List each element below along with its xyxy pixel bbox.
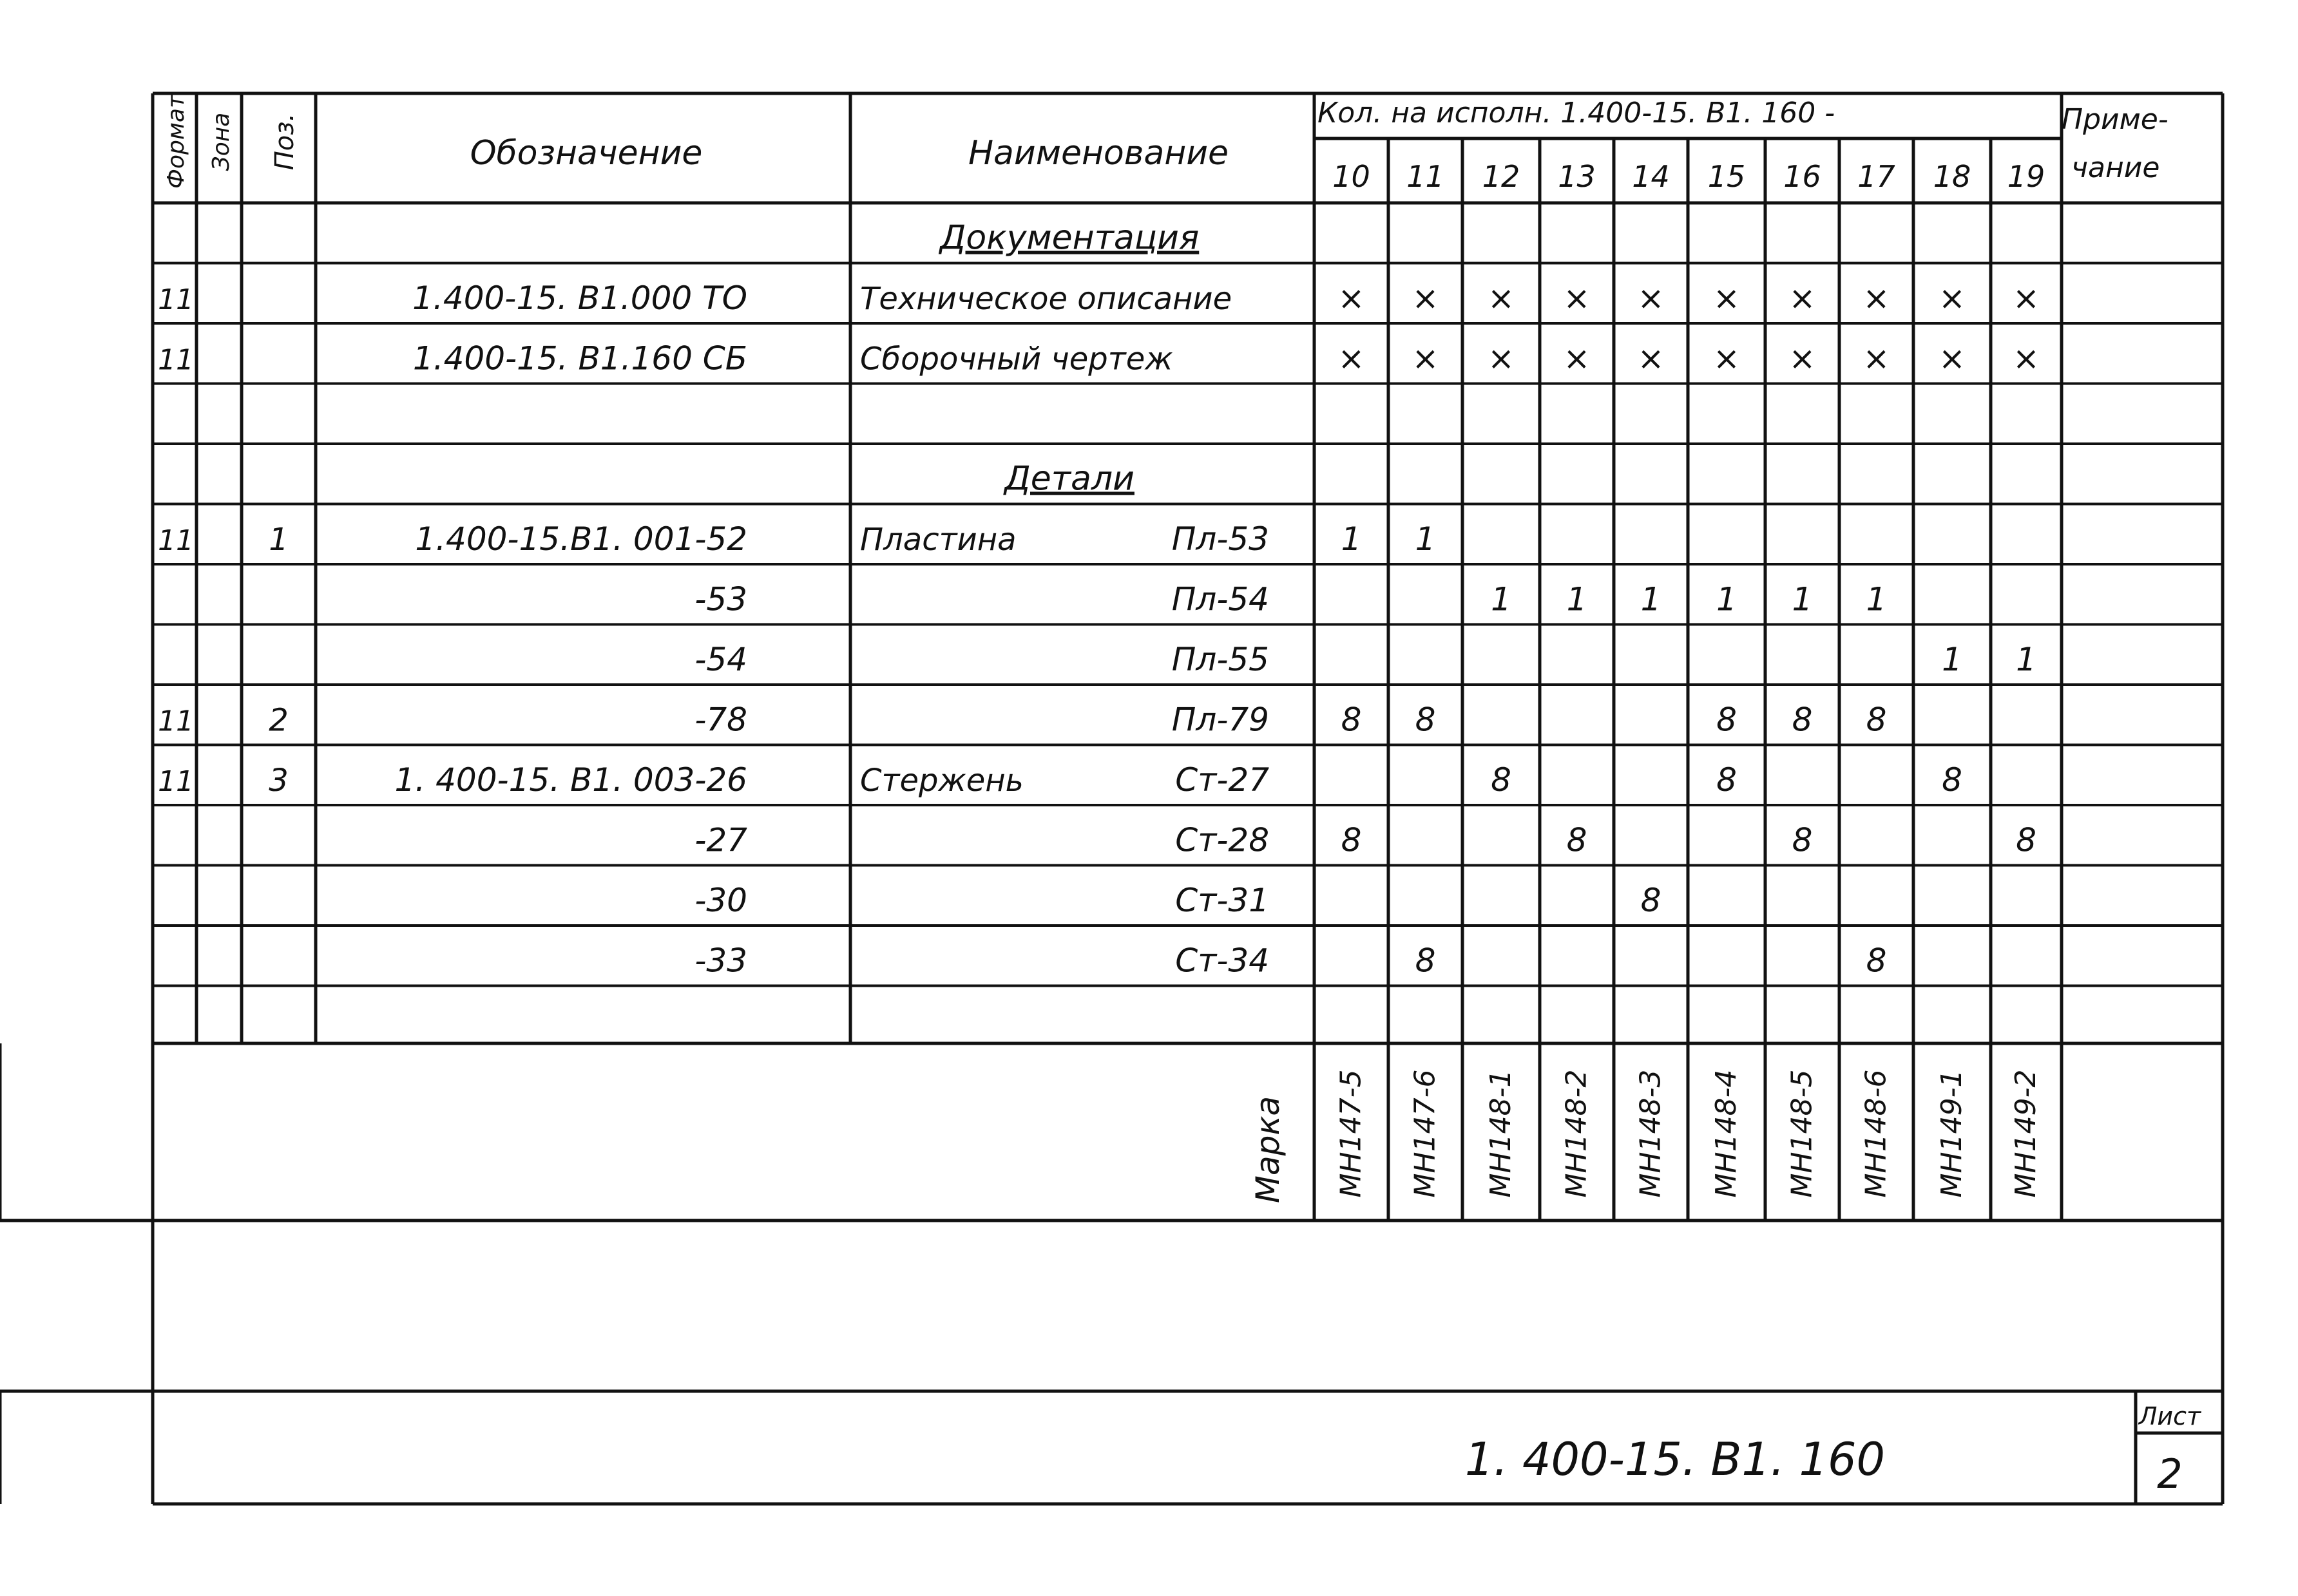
row-name: Сборочный чертеж	[860, 341, 1173, 377]
row-designation: -54	[694, 641, 747, 678]
variant-number: 14	[1632, 159, 1670, 194]
qty-cell: 1	[2016, 641, 2036, 678]
qty-cell: 8	[1415, 942, 1436, 980]
row-mark: Ст-28	[1175, 821, 1269, 859]
qty-cell: 1	[1792, 580, 1813, 618]
qty-cell: ×	[1412, 280, 1439, 317]
row-mark: Пл-55	[1171, 641, 1269, 678]
table-row	[158, 280, 2040, 317]
variant-number: 16	[1783, 159, 1821, 194]
row-designation: 1.400-15.В1. 001-52	[415, 520, 747, 558]
header-format: Формат	[163, 94, 189, 189]
qty-cell: 8	[1341, 701, 1362, 739]
table-header	[163, 94, 2169, 194]
row-designation: 1.400-15. В1.000 ТО	[412, 280, 747, 317]
table-row	[939, 219, 1199, 258]
row-format: 11	[158, 283, 194, 316]
qty-cell: 8	[1566, 821, 1587, 859]
marks-row	[1249, 1070, 2042, 1204]
mark-value: МН148-3	[1634, 1069, 1667, 1198]
qty-cell: 1	[1942, 641, 1962, 678]
qty-cell: ×	[2013, 339, 2040, 377]
row-mark: Ст-34	[1175, 942, 1269, 980]
qty-cell: 8	[1716, 701, 1737, 739]
qty-cell: 8	[1792, 701, 1813, 739]
mark-value: МН148-1	[1484, 1069, 1517, 1198]
row-name: Стержень	[860, 763, 1024, 799]
qty-cell: ×	[1412, 339, 1439, 377]
row-designation: -78	[694, 701, 747, 739]
qty-cell: ×	[1488, 280, 1515, 317]
row-name: Техническое описание	[860, 281, 1232, 317]
variant-number: 17	[1857, 159, 1895, 194]
row-format: 11	[158, 524, 194, 557]
qty-cell: 1	[1415, 520, 1436, 558]
row-mark: Пл-54	[1171, 580, 1269, 618]
mark-value: МН148-6	[1859, 1069, 1893, 1198]
qty-cell: ×	[1563, 339, 1591, 377]
qty-cell: 8	[1716, 761, 1737, 799]
table-row	[158, 761, 1962, 799]
header-notes-line2: чание	[2071, 151, 2160, 184]
row-name: Пластина	[860, 522, 1017, 558]
table-row	[694, 822, 2036, 859]
sheet-number: 2	[2157, 1450, 2183, 1497]
header-zone: Зона	[208, 112, 235, 171]
variant-number: 13	[1558, 159, 1596, 194]
qty-cell: 1	[1716, 580, 1737, 618]
table-row	[1003, 460, 1135, 499]
row-format: 11	[158, 705, 194, 738]
row-designation: 1.400-15. В1.160 СБ	[412, 339, 747, 377]
sheet-label: Лист	[2138, 1402, 2201, 1430]
row-designation: -30	[694, 882, 747, 919]
variant-number: 19	[2007, 159, 2045, 194]
qty-cell: 1	[1640, 580, 1661, 618]
qty-cell: 8	[2016, 821, 2036, 859]
header-pos: Поз.	[270, 113, 300, 171]
title-block	[1465, 1402, 2202, 1497]
qty-cell: ×	[1788, 339, 1816, 377]
qty-cell: 8	[1415, 701, 1436, 739]
doc-number: 1. 400-15. В1. 160	[1464, 1433, 1886, 1486]
variant-number: 18	[1933, 159, 1971, 194]
qty-cell: ×	[1563, 280, 1591, 317]
section-heading: Документация	[939, 218, 1200, 258]
mark-value: МН149-1	[1935, 1069, 1968, 1198]
variant-number: 10	[1332, 159, 1370, 194]
mark-value: МН148-5	[1785, 1069, 1819, 1198]
row-pos: 2	[269, 702, 289, 739]
mark-value: МН148-2	[1560, 1069, 1593, 1198]
header-designation: Обозначение	[470, 134, 703, 173]
table-row	[694, 942, 1886, 980]
mark-value: МН147-5	[1334, 1069, 1368, 1198]
qty-cell: ×	[1939, 339, 1966, 377]
table-row	[158, 340, 2040, 377]
mark-value: МН148-4	[1710, 1069, 1743, 1198]
header-notes-line1: Приме-	[2062, 103, 2169, 136]
row-designation: -27	[694, 821, 747, 859]
qty-cell: ×	[1713, 280, 1740, 317]
table-row	[694, 641, 2036, 678]
table-row	[158, 701, 1886, 739]
row-designation: -33	[694, 942, 747, 980]
mark-value: МН147-6	[1408, 1069, 1442, 1198]
row-mark: Пл-53	[1171, 520, 1269, 558]
row-designation: 1. 400-15. В1. 003-26	[394, 761, 747, 799]
section-heading: Детали	[1004, 459, 1135, 499]
qty-cell: 1	[1341, 520, 1362, 558]
row-mark: Пл-79	[1171, 701, 1269, 739]
row-pos: 3	[269, 763, 289, 799]
qty-cell: 8	[1942, 761, 1962, 799]
row-mark: Ст-27	[1175, 761, 1269, 799]
qty-cell: 8	[1866, 701, 1887, 739]
qty-cell: ×	[1637, 280, 1665, 317]
table-row	[694, 882, 1661, 919]
qty-cell: ×	[1862, 339, 1890, 377]
header-name: Наименование	[968, 134, 1229, 173]
qty-cell: ×	[1862, 280, 1890, 317]
qty-cell: 8	[1640, 882, 1661, 919]
qty-cell: ×	[1337, 339, 1365, 377]
table-row	[694, 581, 1886, 618]
qty-cell: ×	[1713, 339, 1740, 377]
qty-cell: ×	[1788, 280, 1816, 317]
qty-cell: 1	[1491, 580, 1511, 618]
row-pos: 1	[269, 522, 289, 558]
row-designation: -53	[694, 580, 747, 618]
variant-number: 11	[1406, 159, 1444, 194]
qty-cell: ×	[1637, 339, 1665, 377]
variant-number: 15	[1707, 159, 1746, 194]
row-format: 11	[158, 765, 194, 798]
qty-cell: ×	[1488, 339, 1515, 377]
qty-cell: ×	[2013, 280, 2040, 317]
qty-cell: 8	[1792, 821, 1813, 859]
table-row	[158, 520, 1435, 558]
variant-number: 12	[1482, 159, 1520, 194]
qty-cell: 8	[1866, 942, 1887, 980]
marks-label: Марка	[1249, 1096, 1287, 1204]
qty-cell: ×	[1939, 280, 1966, 317]
qty-cell: ×	[1337, 280, 1365, 317]
qty-cell: 1	[1566, 580, 1587, 618]
qty-cell: 1	[1866, 580, 1887, 618]
row-mark: Ст-31	[1175, 882, 1269, 919]
mark-value: МН149-2	[2009, 1069, 2042, 1198]
qty-cell: 8	[1491, 761, 1511, 799]
row-format: 11	[158, 343, 194, 377]
header-qty-title: Кол. на исполн. 1.400-15. В1. 160 -	[1317, 97, 1835, 129]
qty-cell: 8	[1341, 821, 1362, 859]
